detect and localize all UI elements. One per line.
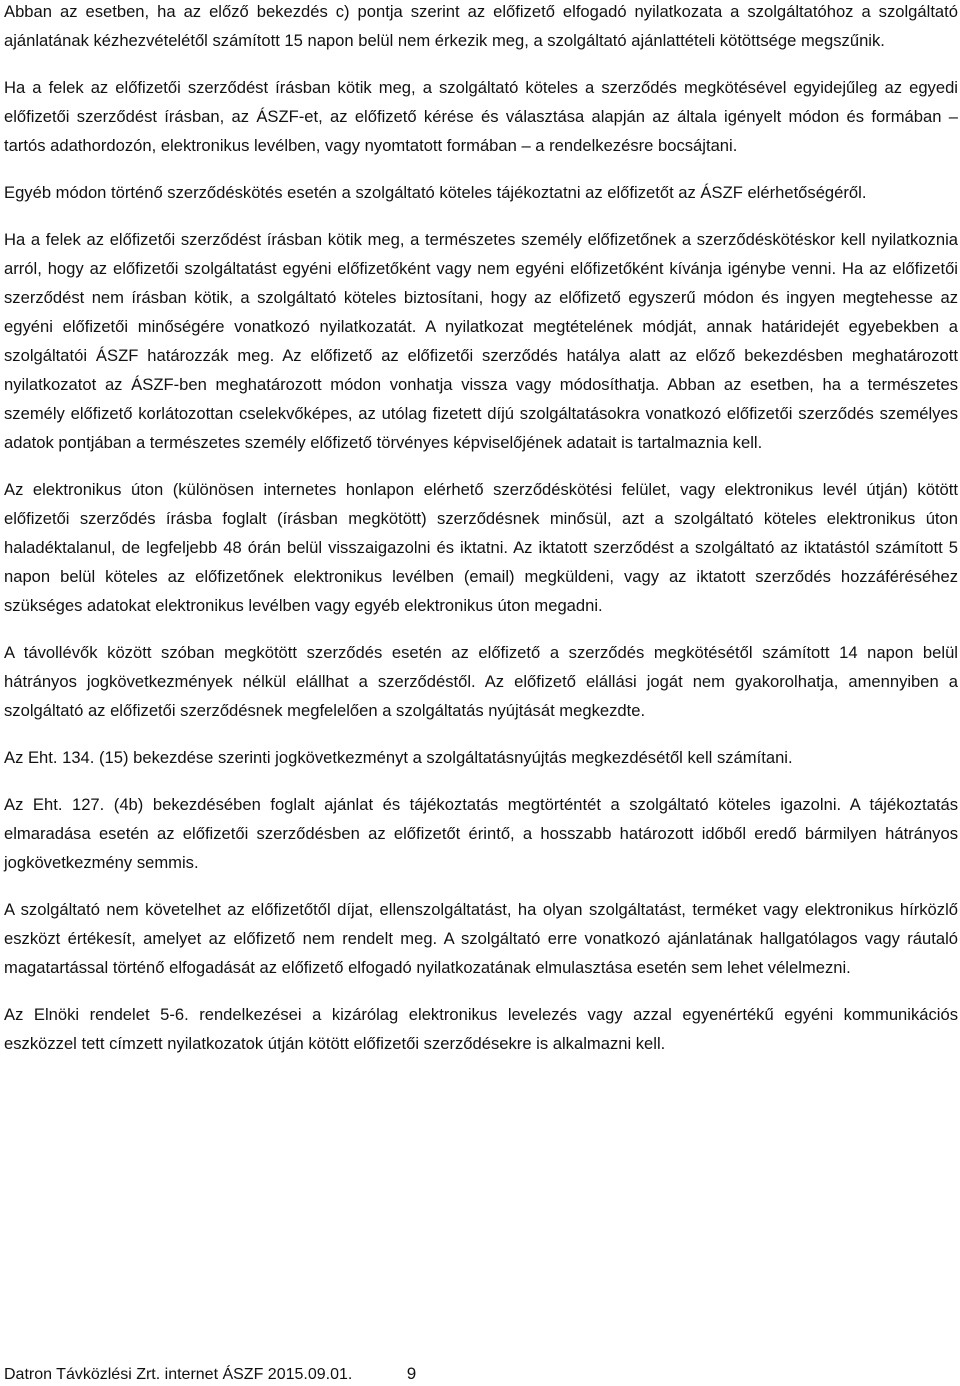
paragraph-3: Egyéb módon történő szerződéskötés esetén a szolgáltató köteles tájékoztatni az előfizetőt az ÁSZF elérhetőségéről. bbox=[4, 183, 867, 202]
paragraph-4: Ha a felek az előfizetői szerződést írásban kötik meg, a természetes személy előfizetőnek a szerződéskötéskor kell nyilatkoznia arról, hogy az előfizetői szolgáltatást egyéni előfizetőként vagy nem egyéni előfizetőként kívánja igénybe venni. Ha az előfizetői szerződést nem írásban kötik, a szolgáltató köteles biztosítani, hogy az előfizető egyszerű módon és ingyen megtehesse az egyéni előfizetői minőségére vonatkozó nyilatkozatát. A nyilatkozat megtételének módját, annak határidejét egyebekben a szolgáltatói ÁSZF határozzák meg. Az előfizető az előfizetői szerződés hatálya alatt az előző bekezdésben meghatározott nyilatkozatot az ÁSZF-ben meghatározott módon vonhatja vissza vagy módosíthatja. Abban az esetben, ha a természetes személy előfizető korlátozottan cselekvőképes, az utólag fizetett díjú szolgáltatásokra vonatkozó előfizetői szerződés személyes adatok pontjában a természetes személy előfizető törvényes képviselőjének adatait is tartalmaznia kell. bbox=[4, 230, 958, 452]
paragraph-5: Az elektronikus úton (különösen internetes honlapon elérhető szerződéskötési felület, vagy elektronikus levél útján) kötött előfizetői szerződés írásba foglalt (írásban megkötött) szerződésnek minősül, azt a szolgáltató köteles elektronikus úton haladéktalanul, de legfeljebb 48 órán belül visszaigazolni és iktatni. Az iktatott szerződést a szolgáltató az iktatástól számított 5 napon belül köteles az előfizetőnek elektronikus levélben (email) megküldeni, vagy az iktatott szerződés hozzáféréséhez szükséges adatokat elektronikus levélben vagy egyéb elektronikus úton megadni. bbox=[4, 480, 958, 615]
paragraph-9: A szolgáltató nem követelhet az előfizetőtől díjat, ellenszolgáltatást, ha olyan szolgáltatást, terméket vagy elektronikus hírközlő eszközt értékesít, amelyet az előfizető nem rendelt meg. A szolgáltató erre vonatkozó ajánlatának hallgatólagos vagy ráutaló magatartással történő elfogadását az előfizető elfogadó nyilatkozatának elmulasztása esetén sem lehet vélelmezni. bbox=[4, 900, 958, 977]
page-footer bbox=[4, 1364, 416, 1385]
page-number: 9 bbox=[406, 1364, 417, 1383]
document-page bbox=[4, 0, 958, 1076]
footer-text: Datron Távközlési Zrt. internet ÁSZF 2015.09.01. bbox=[4, 1366, 353, 1383]
paragraph-7: Az Eht. 134. (15) bekezdése szerinti jogkövetkezményt a szolgáltatásnyújtás megkezdésétől kell számítani. bbox=[4, 748, 793, 767]
paragraph-6: A távollévők között szóban megkötött szerződés esetén az előfizető a szerződés megkötésétől számított 14 napon belül hátrányos jogkövetkezmények nélkül elállhat a szerződéstől. Az előfizető elállási jogát nem gyakorolhatja, amennyiben a szolgáltató az előfizetői szerződésnek megfelelően a szolgáltatás nyújtását megkezdte. bbox=[4, 643, 958, 720]
paragraph-2: Ha a felek az előfizetői szerződést írásban kötik meg, a szolgáltató köteles a szerződés megkötésével egyidejűleg az egyedi előfizetői szerződést írásban, az ÁSZF-et, az előfizető kérése és választása alapján az általa igényelt módon és formában – tartós adathordozón, elektronikus levélben, vagy nyomtatott formában – a rendelkezésre bocsájtani. bbox=[4, 78, 958, 155]
paragraph-10: Az Elnöki rendelet 5-6. rendelkezései a kizárólag elektronikus levelezés vagy azzal egyenértékű egyéni kommunikációs eszközzel tett címzett nyilatkozatok útján kötött előfizetői szerződésekre is alkalmazni kell. bbox=[4, 1005, 958, 1053]
paragraph-1: Abban az esetben, ha az előző bekezdés c) pontja szerint az előfizető elfogadó nyilatkozata a szolgáltatóhoz a szolgáltató ajánlatának kézhezvételétől számított 15 napon belül nem érkezik meg, a szolgáltató ajánlattételi kötöttsége megszűnik. bbox=[4, 2, 958, 50]
paragraph-8: Az Eht. 127. (4b) bekezdésében foglalt ajánlat és tájékoztatás megtörténtét a szolgáltató köteles igazolni. A tájékoztatás elmaradása esetén az előfizetői szerződésben az előfizetőt érintő, a hosszabb határozott időből eredő bármilyen hátrányos jogkövetkezmény semmis. bbox=[4, 795, 958, 872]
